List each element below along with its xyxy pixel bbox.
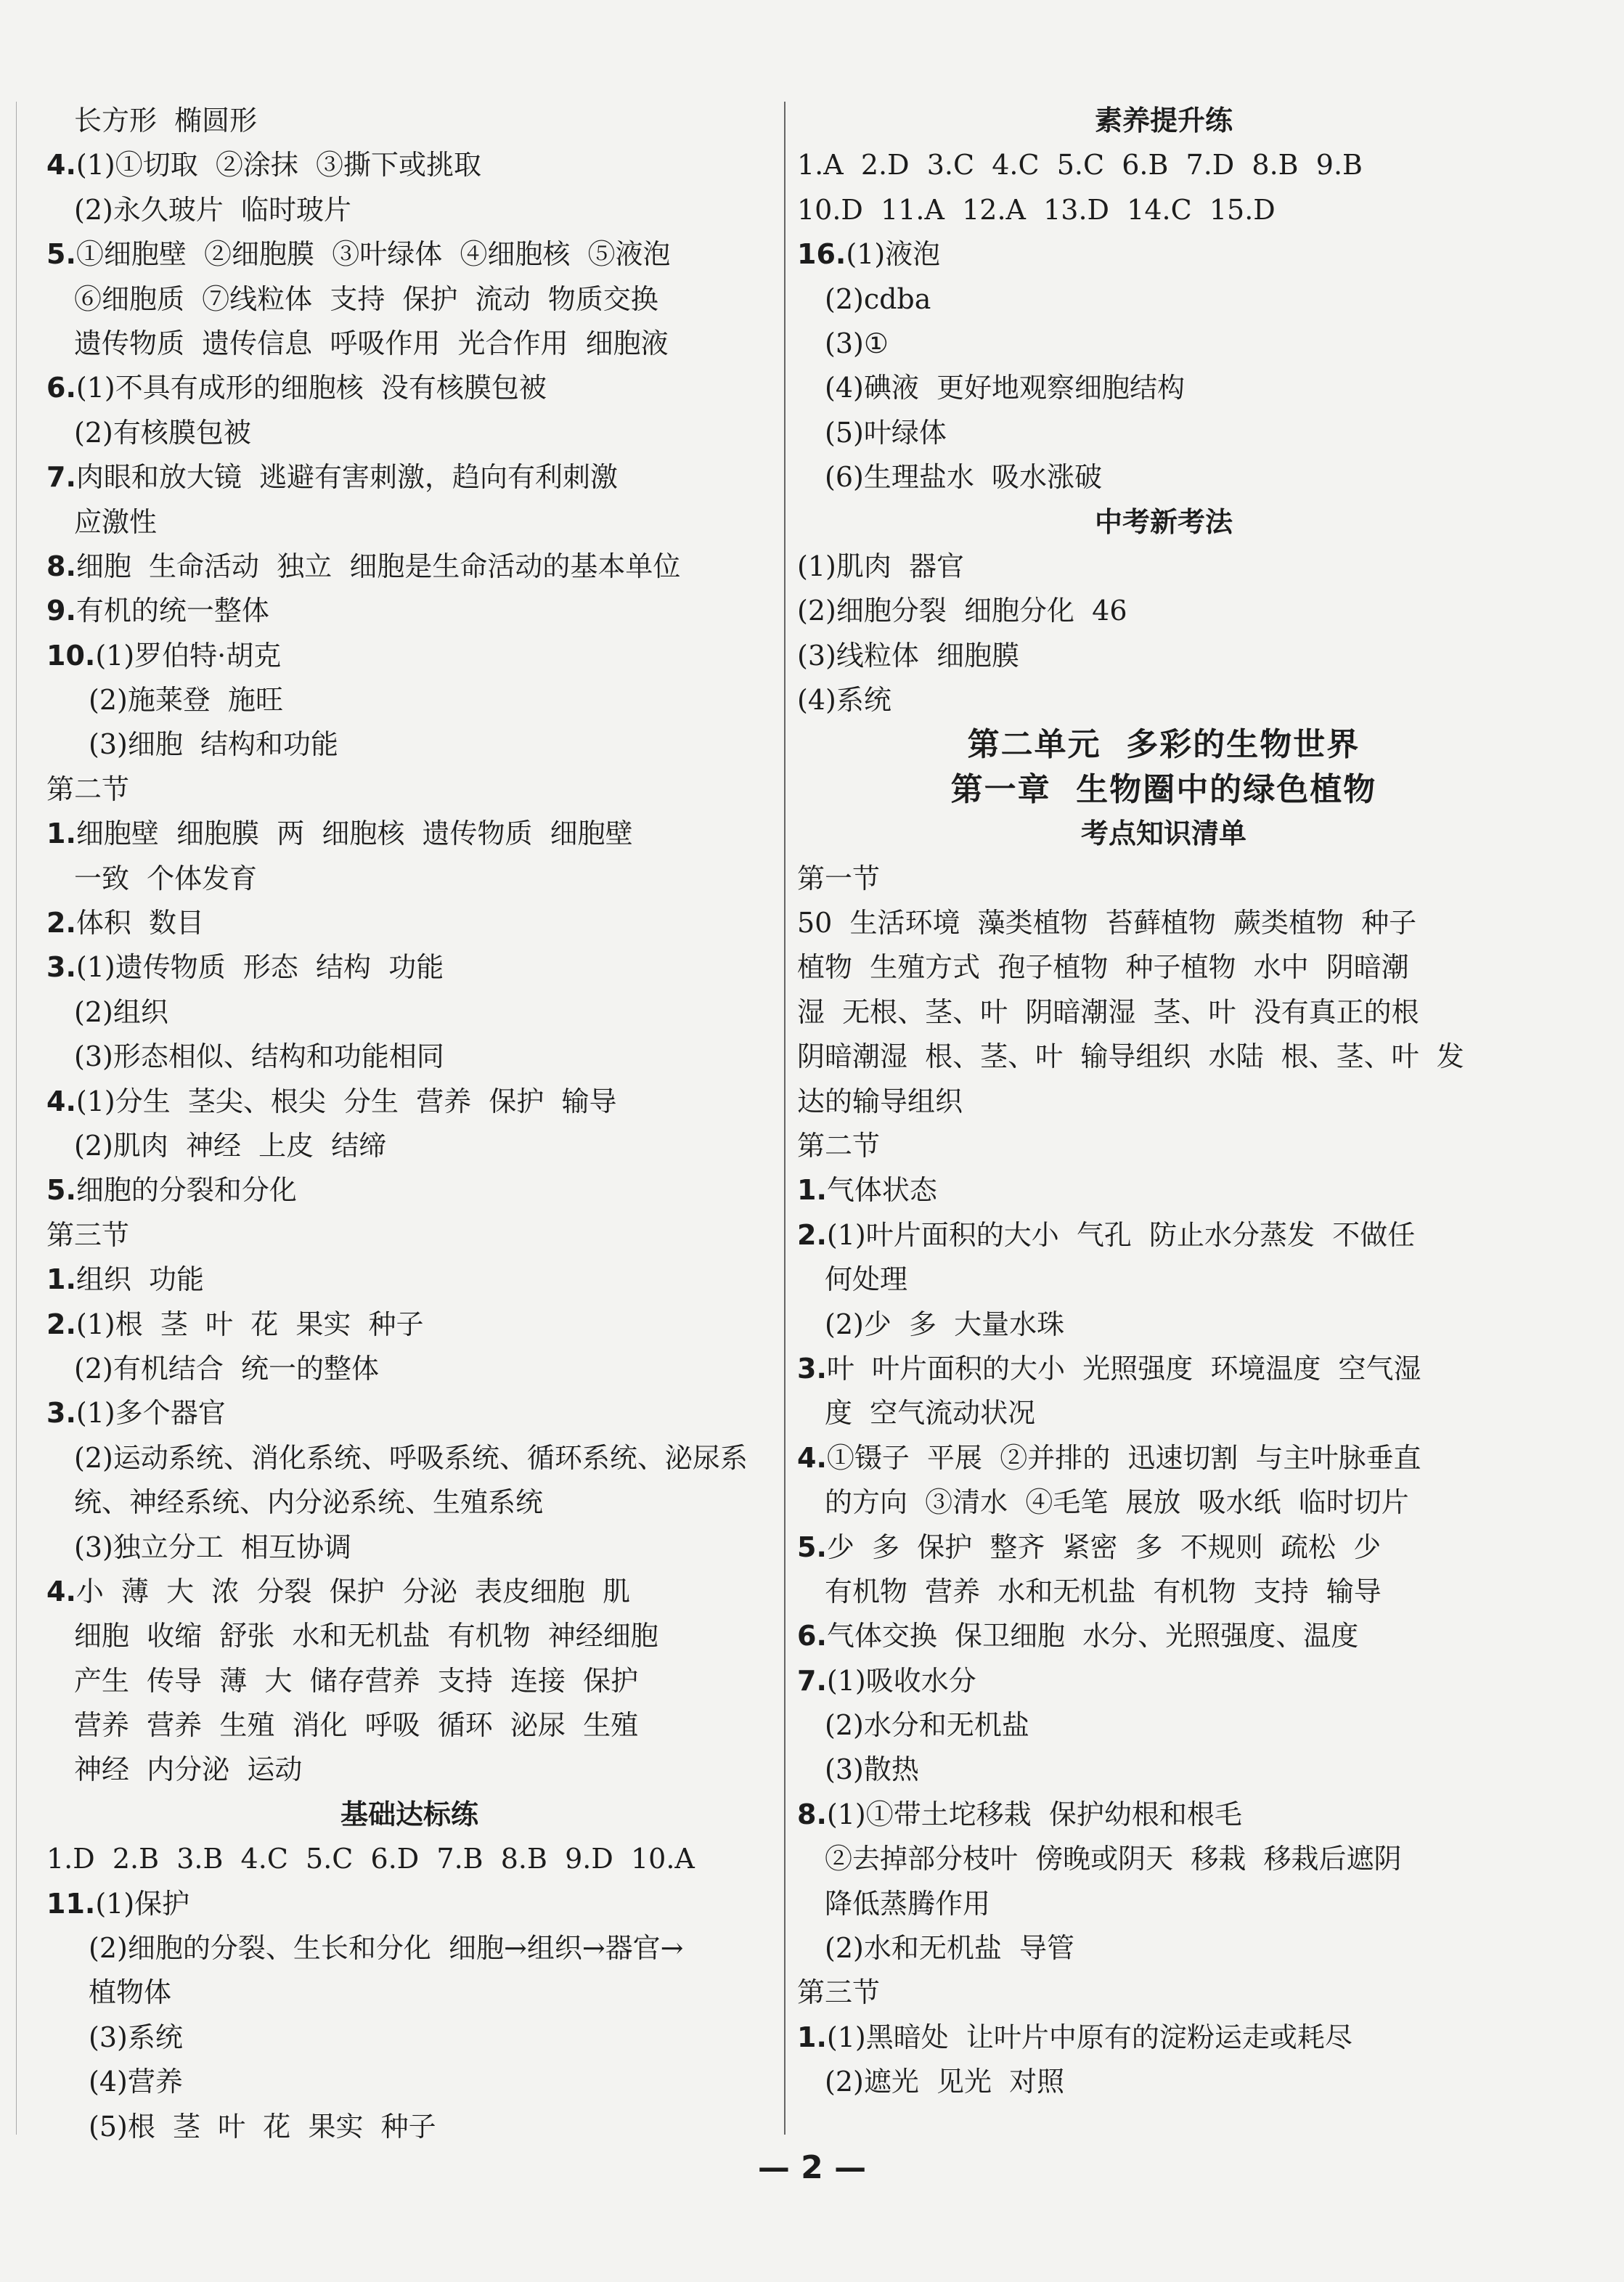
answer-line: [797, 2060, 1530, 2104]
answer-line: [797, 1168, 1530, 1213]
answer-line: [797, 1436, 1530, 1480]
question-number: 4.: [797, 1441, 827, 1474]
answer-line: [46, 1570, 772, 1614]
answer-text: (2)有核膜包被: [74, 416, 251, 449]
answer-text: (1)液泡: [846, 238, 941, 271]
question-number: 9.: [46, 595, 76, 627]
answer-line: [46, 1035, 772, 1079]
answer-text: 叶 叶片面积的大小 光照强度 环境温度 空气湿: [826, 1352, 1421, 1385]
section-heading: 素养提升练: [1094, 105, 1233, 136]
answer-text: (4)碘液 更好地观察细胞结构: [825, 372, 1185, 404]
answer-line: [46, 99, 772, 143]
section-heading: 考点知识清单: [1080, 818, 1246, 850]
answer-line: [797, 1258, 1530, 1302]
answer-text: (3)系统: [89, 2021, 183, 2053]
answer-text: 1.D 2.B 3.B 4.C 5.C 6.D 7.B 8.B 9.D 10.A: [46, 1843, 695, 1875]
answer-line: [46, 1480, 772, 1525]
question-number: 1.: [797, 2021, 827, 2053]
answer-line: [46, 1837, 772, 1881]
section-heading: 中考新考法: [1094, 505, 1233, 538]
answer-text: (1)不具有成形的细胞核 没有核膜包被: [76, 372, 547, 404]
answer-line: [797, 188, 1530, 232]
answer-line: [797, 945, 1530, 990]
answer-line: [797, 1124, 1530, 1168]
answer-line: [797, 1391, 1530, 1435]
answer-line: [46, 945, 772, 990]
answer-line: [797, 1525, 1530, 1570]
answer-line: [797, 589, 1530, 633]
answer-line: [46, 1258, 772, 1302]
answer-line: [46, 722, 772, 767]
answer-line: [46, 1168, 772, 1213]
answer-text: (2)细胞分裂 细胞分化 46: [797, 595, 1127, 627]
answer-line: [797, 411, 1530, 455]
question-number: 1.: [46, 1263, 76, 1296]
question-number: 3.: [46, 1397, 76, 1430]
answer-line: [46, 901, 772, 945]
answer-line: [46, 1926, 772, 1971]
answer-line: [46, 545, 772, 589]
answer-line: [797, 1793, 1530, 1837]
page-number: — 2 —: [757, 2149, 867, 2186]
answer-text: 有机的统一整体: [76, 595, 269, 627]
answer-text: (1)多个器官: [76, 1397, 226, 1430]
answer-line: [46, 1391, 772, 1435]
answer-line: [797, 1080, 1530, 1124]
answer-line: [797, 545, 1530, 589]
answer-text: 第二节: [797, 1129, 881, 1162]
answer-text: (2)遮光 见光 对照: [825, 2066, 1065, 2098]
question-number: 1.: [797, 1174, 827, 1207]
answer-line: [46, 277, 772, 322]
answer-line: [797, 232, 1530, 277]
answer-text: 长方形 椭圆形: [74, 105, 258, 136]
answer-text: (2)施莱登 施旺: [89, 684, 283, 717]
answer-text: 50 生活环境 藻类植物 苔藓植物 蕨类植物 种子: [797, 907, 1417, 940]
answer-text: 细胞壁 细胞膜 两 细胞核 遗传物质 细胞壁: [76, 818, 633, 850]
answer-text: 降低蒸腾作用: [825, 1887, 991, 1920]
answer-text: 植物体: [89, 1976, 172, 2009]
answer-text: (3)线粒体 细胞膜: [797, 639, 1019, 672]
answer-text: (1)叶片面积的大小 气孔 防止水分蒸发 不做任: [826, 1218, 1416, 1251]
answer-text: ①镊子 平展 ②并排的 迅速切割 与主叶脉垂直: [826, 1441, 1421, 1474]
answer-line: [797, 322, 1530, 366]
answer-text: 湿 无根、茎、叶 阴暗潮湿 茎、叶 没有真正的根: [797, 995, 1419, 1028]
question-number: 11.: [46, 1887, 96, 1920]
left-column: [46, 99, 772, 2149]
answer-line: [46, 812, 772, 856]
answer-line: [797, 1748, 1530, 1792]
question-number: 3.: [46, 951, 76, 984]
answer-text: (2)cdba: [825, 282, 931, 315]
answer-line: [46, 366, 772, 410]
answer-text: 细胞 生命活动 独立 细胞是生命活动的基本单位: [76, 550, 681, 582]
answer-text: (1)肌肉 器官: [797, 550, 964, 582]
answer-text: (3)独立分工 相互协调: [74, 1531, 351, 1563]
section-heading: 第二单元 多彩的生物世界: [967, 726, 1360, 764]
question-number: 10.: [46, 639, 96, 672]
answer-line: [797, 1971, 1530, 2015]
answer-text: (4)系统: [797, 684, 891, 717]
answer-line: [46, 990, 772, 1035]
answer-line: [797, 1926, 1530, 1971]
answer-line: [46, 1303, 772, 1347]
answer-text: (2)肌肉 神经 上皮 结缔: [74, 1129, 387, 1162]
question-number: 7.: [46, 461, 76, 494]
question-number: 4.: [46, 1085, 76, 1117]
answer-text: 细胞的分裂和分化: [76, 1174, 297, 1207]
answer-line: [46, 1080, 772, 1124]
answer-text: 达的输导组织: [797, 1085, 963, 1117]
answer-text: 遗传物质 遗传信息 呼吸作用 光合作用 细胞液: [74, 327, 669, 359]
answer-text: (5)根 茎 叶 花 果实 种子: [89, 2110, 436, 2143]
answer-line: [46, 1614, 772, 1658]
answer-text: ①细胞壁 ②细胞膜 ③叶绿体 ④细胞核 ⑤液泡: [76, 238, 671, 271]
answer-text: (4)营养: [89, 2066, 183, 2098]
answer-text: (1)分生 茎尖、根尖 分生 营养 保护 输导: [76, 1085, 617, 1117]
answer-text: 第三节: [46, 1218, 130, 1251]
question-number: 5.: [797, 1531, 827, 1563]
answer-line: [46, 1213, 772, 1258]
answer-line: [797, 143, 1530, 187]
answer-text: 10.D 11.A 12.A 13.D 14.C 15.D: [797, 193, 1276, 226]
answer-text: 阴暗潮湿 根、茎、叶 输导组织 水陆 根、茎、叶 发: [797, 1040, 1464, 1073]
answer-line: [797, 990, 1530, 1035]
question-number: 6.: [46, 372, 76, 404]
answer-line: [797, 1347, 1530, 1391]
question-number: 3.: [797, 1352, 827, 1385]
answer-line: [46, 143, 772, 187]
answer-text: 营养 营养 生殖 消化 呼吸 循环 泌尿 生殖: [74, 1709, 639, 1742]
answer-text: 应激性: [74, 505, 158, 538]
answer-text: 组织 功能: [76, 1263, 205, 1296]
question-number: 7.: [797, 1664, 827, 1697]
answer-text: (1)保护: [95, 1887, 190, 1920]
answer-text: (3)①: [825, 327, 889, 359]
answer-text: (2)有机结合 统一的整体: [74, 1352, 379, 1385]
question-number: 5.: [46, 1174, 76, 1207]
answer-line: [46, 232, 772, 277]
answer-text: (1)黑暗处 让叶片中原有的淀粉运走或耗尽: [826, 2021, 1352, 2053]
answer-text: 第三节: [797, 1976, 881, 2009]
question-number: 6.: [797, 1620, 827, 1653]
question-number: 4.: [46, 149, 76, 182]
answer-line: [797, 1303, 1530, 1347]
question-number: 8.: [797, 1798, 827, 1830]
answer-line: [46, 1882, 772, 1926]
answer-line: [797, 277, 1530, 322]
question-number: 2.: [46, 907, 76, 940]
answer-line: [797, 1213, 1530, 1258]
answer-text: 1.A 2.D 3.C 4.C 5.C 6.B 7.D 8.B 9.B: [797, 149, 1363, 182]
question-number: 1.: [46, 818, 76, 850]
answer-line: [797, 2016, 1530, 2060]
answer-text: 第一节: [797, 862, 881, 895]
answer-line: [46, 1124, 772, 1168]
section-heading: 基础达标练: [340, 1798, 478, 1830]
question-number: 4.: [46, 1575, 76, 1607]
answer-text: 产生 传导 薄 大 储存营养 支持 连接 保护: [74, 1664, 639, 1697]
answer-text: (3)形态相似、结构和功能相同: [74, 1040, 444, 1073]
answer-text: (1)①带土坨移栽 保护幼根和根毛: [826, 1798, 1242, 1830]
question-number: 2.: [46, 1308, 76, 1340]
answer-text: (2)水和无机盐 导管: [825, 1932, 1074, 1965]
left-margin-rule: [16, 102, 17, 2135]
answer-line: [46, 2060, 772, 2104]
answer-text: (2)组织: [74, 995, 168, 1028]
question-number: 2.: [797, 1218, 827, 1251]
answer-line: [797, 1614, 1530, 1658]
answer-text: 有机物 营养 水和无机盐 有机物 支持 输导: [825, 1575, 1382, 1607]
answer-line: [46, 1525, 772, 1570]
answer-text: 一致 个体发育: [74, 862, 258, 895]
answer-text: (1)吸收水分: [826, 1664, 976, 1697]
column-divider: [784, 102, 786, 2135]
answer-text: ⑥细胞质 ⑦线粒体 支持 保护 流动 物质交换: [74, 282, 658, 315]
answer-line: [46, 857, 772, 901]
answer-text: (2)水分和无机盐: [825, 1709, 1029, 1742]
answer-line: [46, 1659, 772, 1703]
answer-text: (2)运动系统、消化系统、呼吸系统、循环系统、泌尿系: [74, 1441, 748, 1474]
answer-text: 体积 数目: [76, 907, 205, 940]
answer-text: (3)细胞 结构和功能: [89, 728, 338, 761]
section-heading: 第一章 生物圈中的绿色植物: [950, 770, 1377, 808]
answer-line: [46, 322, 772, 366]
answer-text: (1)①切取 ②涂抹 ③撕下或挑取: [76, 149, 482, 182]
answer-line: [797, 1703, 1530, 1748]
answer-text: (1)罗伯特·胡克: [95, 639, 282, 672]
answer-line: [46, 1436, 772, 1480]
answer-line: [797, 1882, 1530, 1926]
question-number: 8.: [46, 550, 76, 582]
answer-text: 何处理: [825, 1263, 908, 1296]
answer-line: [797, 1570, 1530, 1614]
answer-line: [46, 589, 772, 633]
answer-line: [46, 1748, 772, 1792]
answer-line: [46, 1971, 772, 2015]
question-number: 16.: [797, 238, 846, 271]
answer-text: (6)生理盐水 吸水涨破: [825, 461, 1102, 494]
answer-line: [797, 678, 1530, 722]
answer-line: [797, 1480, 1530, 1525]
question-number: 5.: [46, 238, 76, 271]
answer-text: (2)永久玻片 临时玻片: [74, 193, 351, 226]
answer-text: 植物 生殖方式 孢子植物 种子植物 水中 阴暗潮: [797, 951, 1409, 984]
answer-line: [46, 1703, 772, 1748]
answer-line: [797, 1837, 1530, 1881]
answer-text: 少 多 保护 整齐 紧密 多 不规则 疏松 少: [826, 1531, 1382, 1563]
answer-line: [46, 1347, 772, 1391]
answer-text: 小 薄 大 浓 分裂 保护 分泌 表皮细胞 肌: [76, 1575, 631, 1607]
answer-text: (1)根 茎 叶 花 果实 种子: [76, 1308, 424, 1340]
answer-line: [797, 455, 1530, 500]
answer-text: 气体状态: [826, 1174, 937, 1207]
answer-text: 的方向 ③清水 ④毛笔 展放 吸水纸 临时切片: [825, 1486, 1409, 1519]
answer-line: [46, 634, 772, 678]
answer-text: 度 空气流动状况: [825, 1397, 1036, 1430]
answer-line: [46, 411, 772, 455]
answer-line: [797, 366, 1530, 410]
answer-line: [797, 1035, 1530, 1079]
answer-text: (1)遗传物质 形态 结构 功能: [76, 951, 444, 984]
right-column: [797, 99, 1530, 2105]
answer-text: (3)散热: [825, 1753, 919, 1786]
answer-line: [797, 634, 1530, 678]
answer-line: [46, 2016, 772, 2060]
answer-text: ②去掉部分枝叶 傍晚或阴天 移栽 移栽后遮阴: [825, 1843, 1402, 1875]
answer-text: 第二节: [46, 773, 130, 805]
answer-line: [46, 188, 772, 232]
answer-line: [797, 1659, 1530, 1703]
answer-text: (2)少 多 大量水珠: [825, 1308, 1065, 1340]
answer-line: [797, 857, 1530, 901]
answer-line: [46, 767, 772, 812]
answer-line: [797, 901, 1530, 945]
answer-line: [46, 455, 772, 500]
answer-text: 统、神经系统、内分泌系统、生殖系统: [74, 1486, 544, 1519]
answer-line: [46, 2105, 772, 2149]
answer-text: (5)叶绿体: [825, 416, 947, 449]
answer-text: 细胞 收缩 舒张 水和无机盐 有机物 神经细胞: [74, 1620, 658, 1653]
answer-text: 神经 内分泌 运动: [74, 1753, 303, 1786]
answer-text: (2)细胞的分裂、生长和分化 细胞→组织→器官→: [89, 1932, 684, 1965]
answer-line: [46, 500, 772, 545]
answer-line: [46, 678, 772, 722]
answer-text: 肉眼和放大镜 逃避有害刺激，趋向有利刺激: [76, 461, 619, 494]
answer-text: 气体交换 保卫细胞 水分、光照强度、温度: [826, 1620, 1359, 1653]
